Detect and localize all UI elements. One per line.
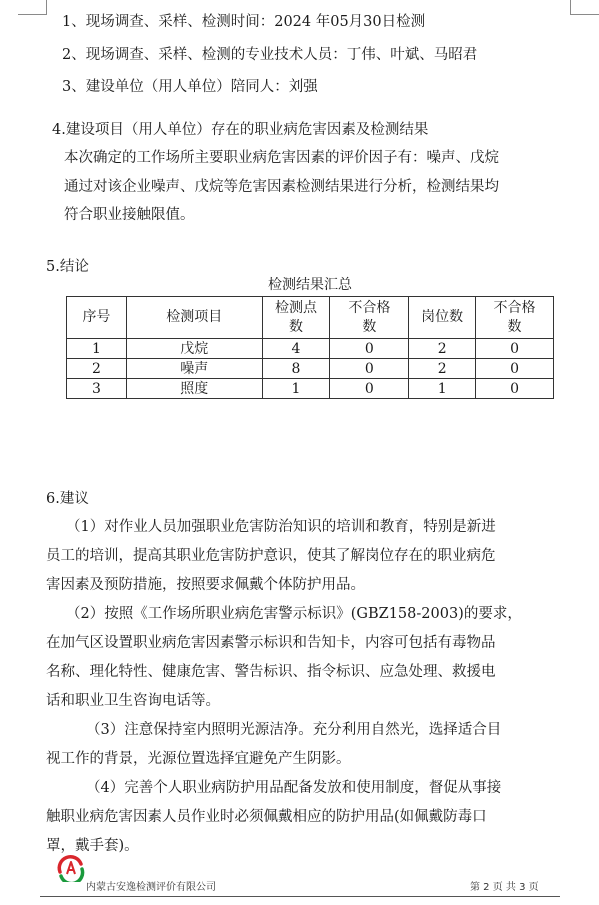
recommendation-1-line: 员工的培训，提高其职业危害防护意识，使其了解岗位存在的职业病危: [46, 548, 496, 564]
cell-item: 戊烷: [126, 339, 262, 359]
cell-fail-points: 0: [330, 359, 409, 379]
investigation-time-line: 1、现场调查、采样、检测时间：2024 年05月30日检测: [62, 14, 426, 30]
crop-mark-top-left: [18, 0, 47, 15]
recommendation-1-line: （1）对作业人员加强职业危害防治知识的培训和教育，特别是新进: [66, 519, 496, 535]
recommendation-2-line: 在加气区设置职业病危害因素警示标识和告知卡，内容可包括有毒物品: [46, 635, 496, 651]
section-4-para-line: 通过对该企业噪声、戊烷等危害因素检测结果进行分析，检测结果均: [64, 179, 499, 195]
cell-fail-points: 0: [330, 379, 409, 399]
recommendation-3-line: 视工作的背景，光源位置选择宜避免产生阴影。: [46, 751, 351, 767]
table-row: [67, 359, 554, 379]
col-header-fail-points-l1: 不合格: [348, 299, 391, 316]
table-caption: 检测结果汇总: [268, 277, 352, 293]
col-header-fail-posts-l1: 不合格: [493, 299, 536, 316]
recommendation-2-line: 话和职业卫生咨询电话等。: [46, 693, 220, 709]
results-summary-table: [66, 296, 554, 399]
col-header-fail-posts-l2: 数: [507, 318, 522, 335]
col-header-item: 检测项目: [126, 297, 262, 339]
col-header-points: [262, 297, 330, 339]
cell-posts: 2: [409, 359, 476, 379]
cell-points: 8: [262, 359, 330, 379]
crop-mark-top-right: [570, 0, 599, 15]
cell-points: 1: [262, 379, 330, 399]
recommendation-1-line: 害因素及预防措施，按照要求佩戴个体防护用品。: [46, 577, 365, 593]
section-5-heading: 5.结论: [46, 259, 89, 275]
cell-fail-posts: 0: [476, 339, 554, 359]
col-header-fail-points: [330, 297, 409, 339]
footer-divider: [40, 896, 560, 897]
cell-item: 噪声: [126, 359, 262, 379]
footer-page-number: 第 2 页 共 3 页: [470, 882, 539, 893]
company-logo-icon: [56, 852, 86, 882]
cell-item: 照度: [126, 379, 262, 399]
col-header-no: 序号: [67, 297, 127, 339]
col-header-points-l2: 数: [288, 318, 303, 335]
section-4-para-line: 本次确定的工作场所主要职业病危害因素的评价因子有：噪声、戊烷: [64, 150, 499, 166]
cell-fail-posts: 0: [476, 359, 554, 379]
recommendation-4-line: 罩，戴手套)。: [46, 838, 139, 854]
section-4-heading: 4.建设项目（用人单位）存在的职业病危害因素及检测结果: [52, 122, 429, 138]
col-header-fail-posts: [476, 297, 554, 339]
recommendation-2-line: （2）按照《工作场所职业病危害警示标识》(GBZ158-2003)的要求，: [66, 606, 522, 622]
cell-fail-points: 0: [330, 339, 409, 359]
table-row: [67, 339, 554, 359]
footer-company-name: 内蒙古安逸检测评价有限公司: [86, 882, 216, 893]
investigation-staff-line: 2、现场调查、采样、检测的专业技术人员：丁伟、叶斌、马昭君: [62, 47, 478, 63]
recommendation-3-line: （3）注意保持室内照明光源洁净。充分利用自然光，选择适合目: [86, 722, 502, 738]
cell-no: 2: [67, 359, 127, 379]
section-6-heading: 6.建议: [46, 491, 89, 507]
col-header-posts: 岗位数: [409, 297, 476, 339]
recommendation-4-line: 触职业病危害因素人员作业时必须佩戴相应的防护用品(如佩戴防毒口: [46, 809, 487, 825]
recommendation-4-line: （4）完善个人职业病防护用品配备发放和使用制度，督促从事接: [86, 780, 502, 796]
investigation-escort-line: 3、建设单位（用人单位）陪同人：刘强: [62, 79, 318, 95]
cell-fail-posts: 0: [476, 379, 554, 399]
cell-no: 1: [67, 339, 127, 359]
table-row: [67, 379, 554, 399]
table-header-row: [67, 297, 554, 339]
section-4-para-line: 符合职业接触限值。: [64, 207, 195, 223]
cell-points: 4: [262, 339, 330, 359]
cell-posts: 1: [409, 379, 476, 399]
cell-no: 3: [67, 379, 127, 399]
col-header-points-l1: 检测点: [274, 299, 317, 316]
col-header-fail-points-l2: 数: [362, 318, 377, 335]
cell-posts: 2: [409, 339, 476, 359]
recommendation-2-line: 名称、理化特性、健康危害、警告标识、指令标识、应急处理、救援电: [46, 664, 496, 680]
